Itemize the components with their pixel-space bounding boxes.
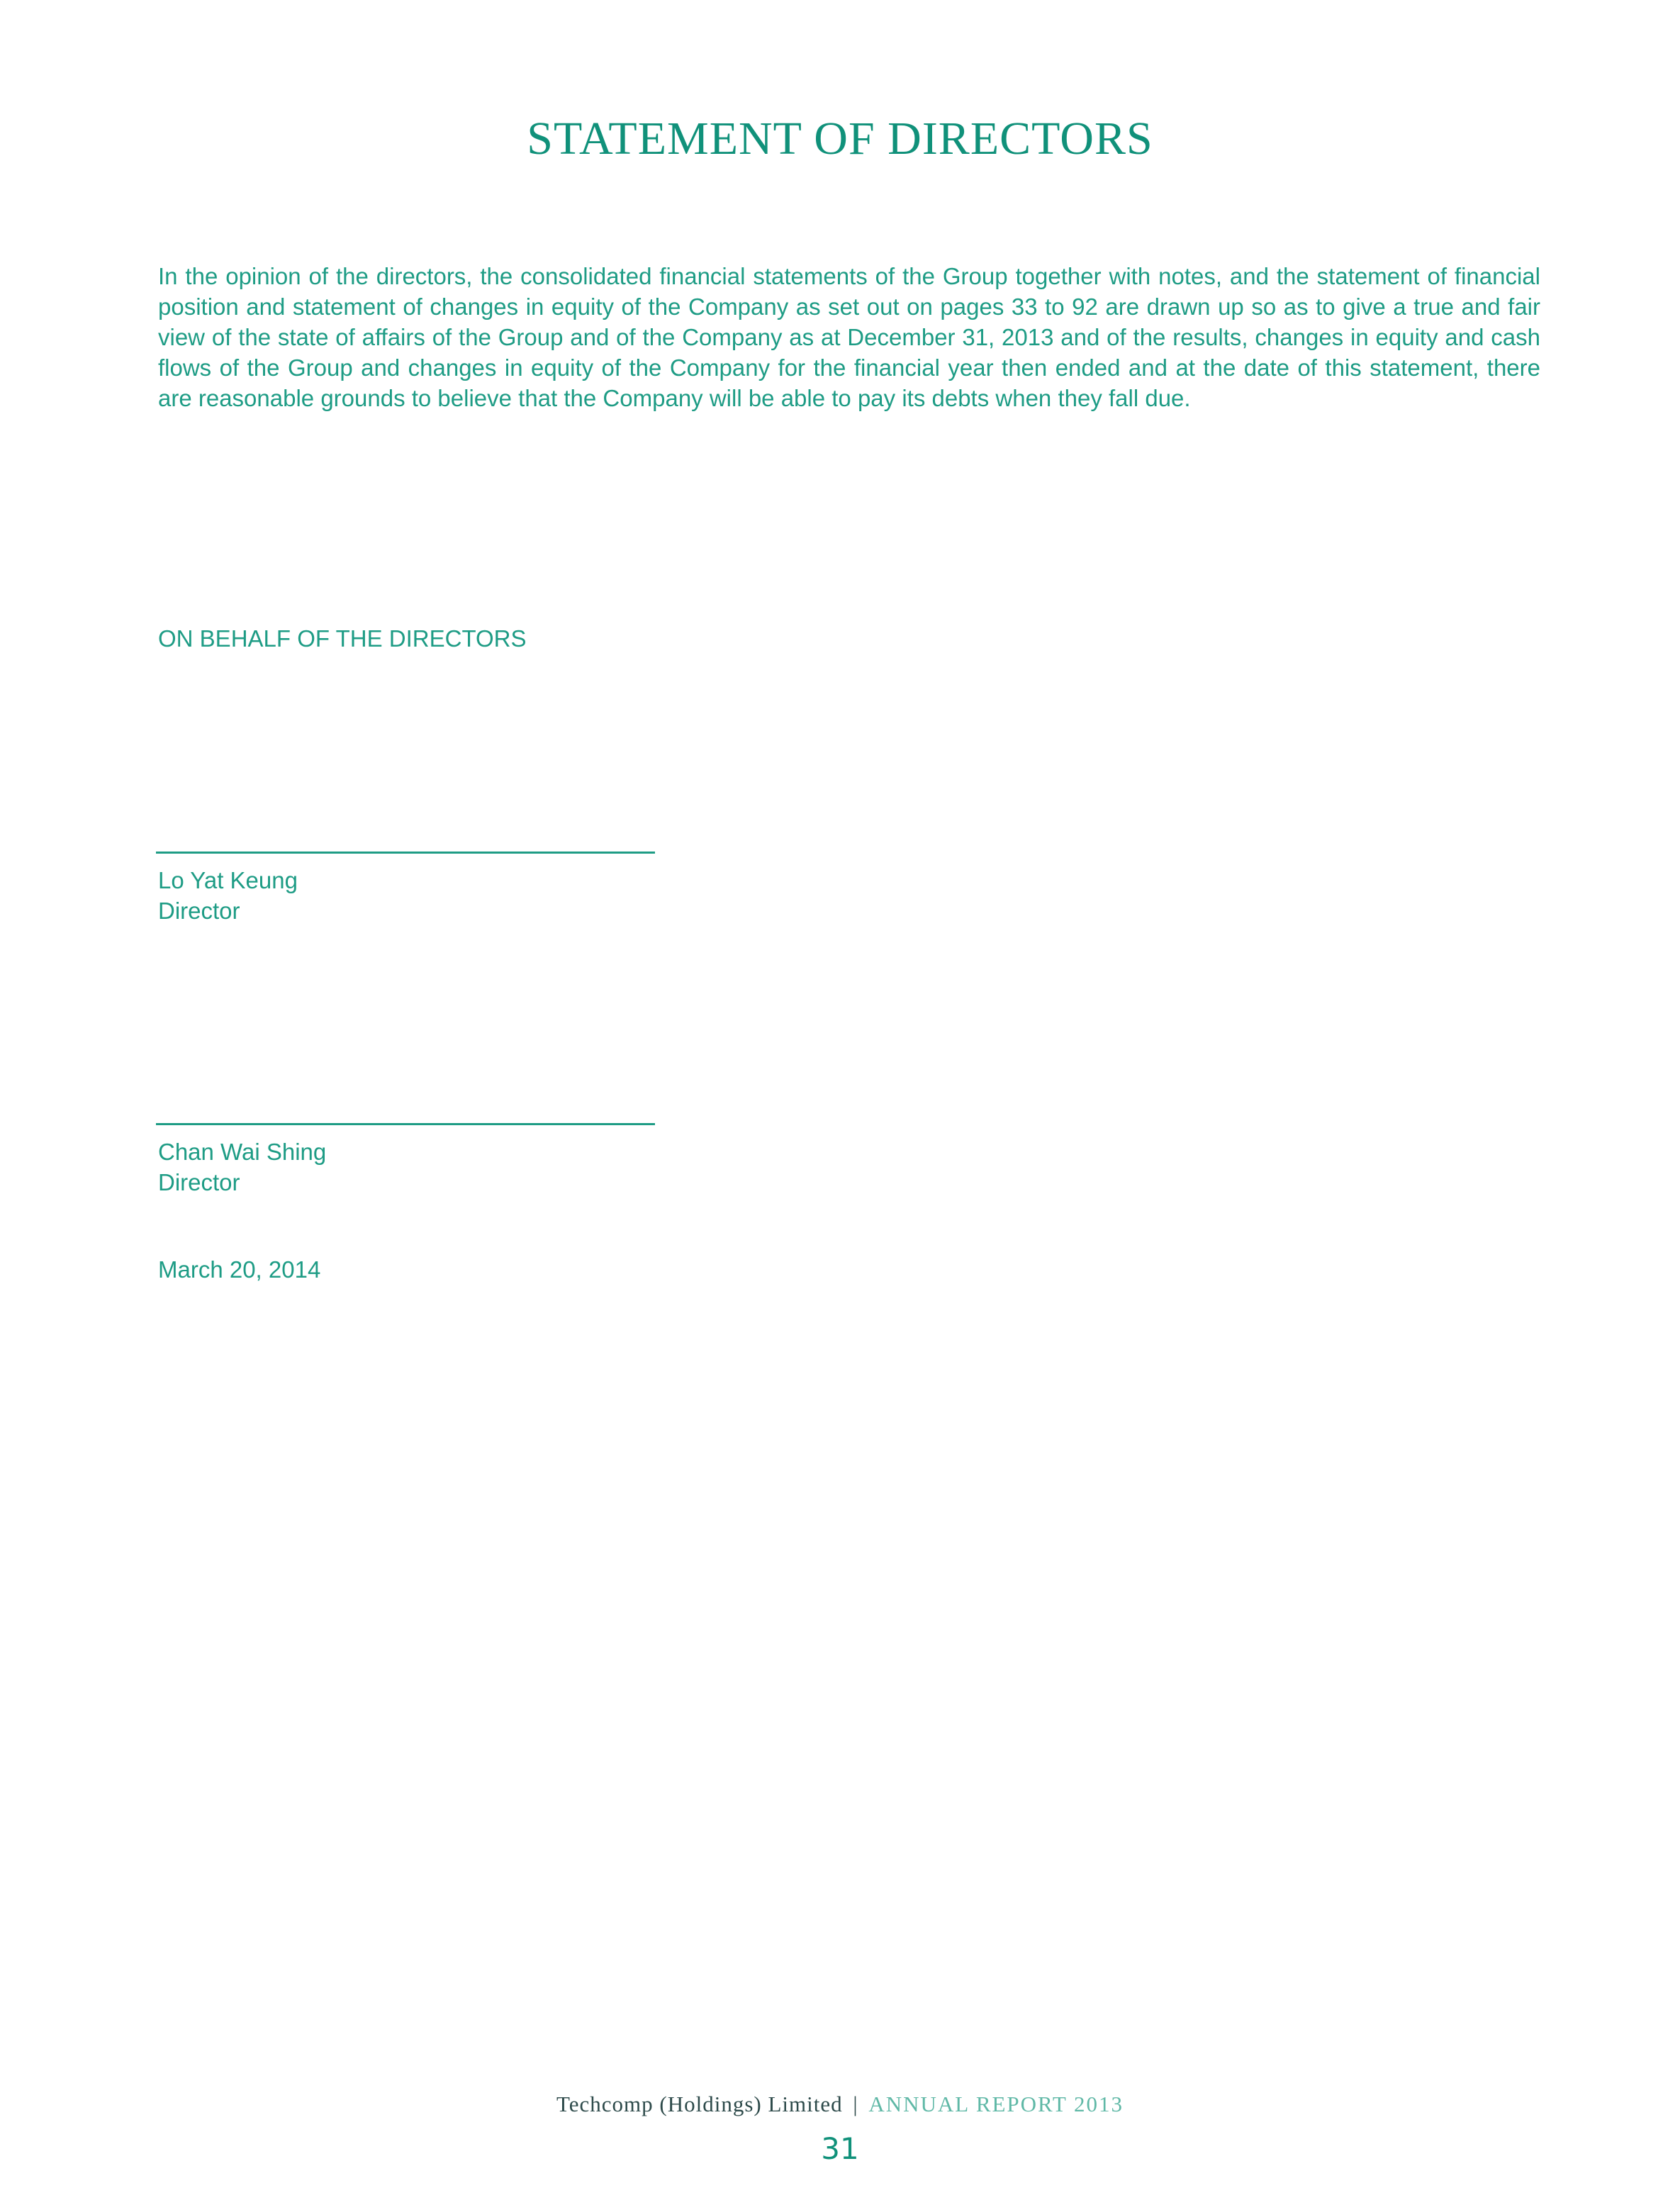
- on-behalf-label: ON BEHALF OF THE DIRECTORS: [158, 625, 527, 652]
- signatory-2-name: Chan Wai Shing: [158, 1139, 327, 1165]
- footer: [0, 2092, 1680, 2117]
- footer-company: Techcomp (Holdings) Limited: [556, 2092, 843, 2116]
- statement-date: March 20, 2014: [158, 1256, 321, 1283]
- statement-paragraph: In the opinion of the directors, the consolidated financial statements of the Group together with notes, and the statement of financial position and statement of changes in equity of the Company as set out on pages 33 to 92 are drawn up so as to give a true and fair view of the state of affairs of the Group and of the Company as at December 31, 2013 and of the results, changes in equity and cash flows of the Group and changes in equity of the Company for the financial year then ended and at the date of this statement, there are reasonable grounds to believe that the Company will be able to pay its debts when they fall due.: [158, 263, 1540, 411]
- signature-line-2: [156, 1123, 655, 1125]
- footer-report-title: ANNUAL REPORT 2013: [868, 2092, 1124, 2116]
- signatory-2-role: Director: [158, 1169, 240, 1195]
- signatory-1-role: Director: [158, 898, 240, 924]
- signature-line-1: [156, 852, 655, 854]
- page-title: STATEMENT OF DIRECTORS: [527, 113, 1153, 164]
- page-number: 31: [821, 2131, 859, 2166]
- signatory-1-name: Lo Yat Keung: [158, 867, 298, 893]
- footer-separator: |: [853, 2092, 858, 2116]
